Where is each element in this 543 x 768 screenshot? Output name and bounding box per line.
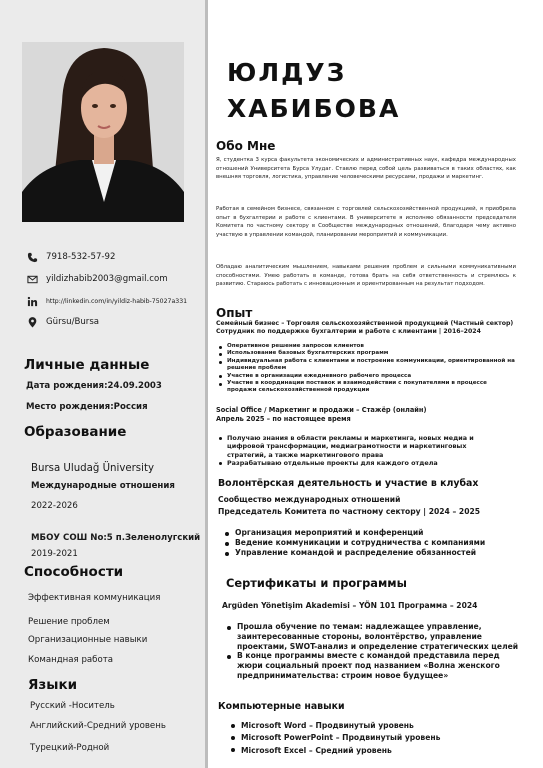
education-years-2: 2019-2021 bbox=[31, 549, 78, 559]
contact-location bbox=[26, 316, 99, 328]
job-2-date: Апрель 2025 – по настоящее время bbox=[216, 415, 351, 423]
volunteer-duties bbox=[222, 528, 522, 559]
education-school-2: МБОУ СОШ No:5 п.Зеленолугский bbox=[31, 533, 201, 543]
computer-skills bbox=[228, 720, 528, 757]
list-item: Использование базовых бухгалтерских программ bbox=[216, 350, 516, 357]
skills-heading: Способности bbox=[24, 564, 124, 580]
contact-linkedin-text[interactable]: http://linkedin.com/in/yildiz-habib-75027a331 bbox=[46, 297, 188, 305]
job-1-title: Семейный бизнес – Торговля сельскохозяйственной продукцией (Частный сектор) bbox=[216, 320, 514, 327]
location-icon bbox=[26, 316, 38, 328]
certificates-heading: Сертификаты и программы bbox=[226, 576, 407, 590]
first-name: ЮЛДУЗ bbox=[227, 58, 347, 87]
list-item: Оперативное решение запросов клиентов bbox=[216, 343, 516, 350]
profile-photo-illustration bbox=[22, 42, 184, 222]
education-field-1: Международные отношения bbox=[31, 481, 175, 491]
contact-email bbox=[26, 273, 168, 285]
phone-icon bbox=[26, 251, 38, 263]
about-paragraph-2: Работая в семейном бизнесе, связанном с торговлей сельскохозяйственной продукцией, я приобрела опыт в бухгалтерии и работе с клиентами. В университете я исполняю обязанности председателя Комитета по частному сектору в Сообществе международных отношений, благодаря чему активно участвую в управлении командой, планировании мероприятий и коммуникации. bbox=[216, 206, 516, 238]
personal-heading: Личные данные bbox=[24, 357, 150, 373]
certificate-details bbox=[224, 622, 520, 681]
profile-photo bbox=[22, 42, 184, 222]
volunteer-org: Сообщество международных отношений bbox=[218, 495, 401, 504]
list-item: Участие в координации поставок и взаимодействии с покупателями в процессе продажи сельскохозяйственной продукции bbox=[216, 380, 516, 395]
column-divider bbox=[205, 0, 208, 768]
linkedin-icon bbox=[26, 295, 38, 307]
job-1-role: Сотрудник по поддержке бухгалтерии и работе с клиентами | 2016–2024 bbox=[216, 328, 481, 335]
contact-linkedin bbox=[26, 295, 187, 307]
birth-label: Дата рождения: bbox=[26, 381, 108, 391]
skill-item: Командная работа bbox=[28, 655, 114, 665]
contact-phone-text[interactable]: 7918-532-57-92 bbox=[46, 252, 116, 262]
skill-item: Решение проблем bbox=[28, 617, 110, 627]
list-item: Участие в организации ежедневного рабочего процесса bbox=[216, 373, 516, 380]
birth-date bbox=[26, 381, 162, 391]
computer-heading: Компьютерные навыки bbox=[218, 701, 345, 712]
place-value: Россия bbox=[113, 402, 148, 412]
list-item: Управление командой и распределение обязанностей bbox=[222, 548, 522, 558]
contact-location-text: Gürsu/Bursa bbox=[46, 317, 100, 327]
list-item: Прошла обучение по темам: надлежащее управление, заинтересованные стороны, волонтёрство, управление проектами, SWOT-анализ и определение стратегических целей bbox=[224, 622, 520, 651]
certificate-program: Argüden Yönetişim Akademisi – YÖN 101 Программа – 2024 bbox=[222, 601, 478, 610]
skill-item: Эффективная коммуникация bbox=[28, 593, 161, 603]
list-item: Microsoft Word – Продвинутый уровень bbox=[228, 720, 528, 732]
list-item: В конце программы вместе с командой представила перед жюри социальный проект под названием «Волна женского предпринимательства: строим новое будущее» bbox=[224, 651, 520, 680]
volunteer-heading: Волонтёрская деятельность и участие в клубах bbox=[218, 478, 479, 489]
volunteer-role: Председатель Комитета по частному сектору | 2024 – 2025 bbox=[218, 507, 481, 516]
email-icon bbox=[26, 273, 38, 285]
list-item: Индивидуальная работа с клиентами и построение коммуникации, ориентированной на решение проблем bbox=[216, 358, 516, 373]
contact-phone bbox=[26, 251, 115, 263]
list-item: Microsoft Excel – Средний уровень bbox=[228, 745, 528, 757]
language-item: Английский-Средний уровень bbox=[30, 721, 166, 731]
list-item: Ведение коммуникации и сотрудничества с компаниями bbox=[222, 538, 522, 548]
list-item: Получаю знания в области рекламы и маркетинга, новых медиа и цифровой трансформации, медиаграмотности и маркетинговых стратегий, а также маркетингового права bbox=[216, 434, 501, 459]
list-item: Разрабатываю отдельные проекты для каждого отдела bbox=[216, 459, 501, 467]
about-heading: Обо Мне bbox=[216, 139, 276, 153]
education-heading: Образование bbox=[24, 424, 127, 440]
birth-place bbox=[26, 402, 148, 412]
last-name: ХАБИБОВА bbox=[227, 94, 401, 123]
contact-email-text[interactable]: yildizhabib2003@gmail.com bbox=[46, 274, 168, 284]
job-2-title: Social Office / Маркетинг и продажи – Стажёр (онлайн) bbox=[216, 406, 427, 414]
experience-heading: Опыт bbox=[216, 306, 253, 320]
place-label: Место рождения: bbox=[26, 402, 114, 412]
job-2-duties bbox=[216, 434, 501, 468]
language-item: Турецкий-Родной bbox=[30, 743, 110, 753]
birth-value: 24.09.2003 bbox=[107, 381, 162, 391]
list-item: Организация мероприятий и конференций bbox=[222, 528, 522, 538]
skill-item: Организационные навыки bbox=[28, 635, 148, 645]
list-item: Microsoft PowerPoint – Продвинутый уровень bbox=[228, 732, 528, 744]
languages-heading: Языки bbox=[28, 677, 78, 693]
education-years-1: 2022-2026 bbox=[31, 501, 78, 511]
job-1-duties bbox=[216, 343, 516, 395]
about-paragraph-1: Я, студентка 3 курса факультета экономических и административных наук, кафедра международных отношений Университета Бурса Улудаг. Ставлю перед собой цель развиваться в таких областях, как внешняя торговля, логистика, управление человеческими ресурсами, продажи и маркетинг. bbox=[216, 157, 516, 181]
education-school-1: Bursa Uludağ Üniversity bbox=[31, 463, 154, 474]
about-paragraph-3: Обладаю аналитическим мышлением, навыками решения проблем и сильными коммуникативными способностями. Умею работать в команде, готова брать на себя ответственность и стремлюсь к развитию. Стараюсь работать с инновационным и ориентированным на результат подходом. bbox=[216, 264, 516, 288]
language-item: Русский -Носитель bbox=[30, 701, 115, 711]
